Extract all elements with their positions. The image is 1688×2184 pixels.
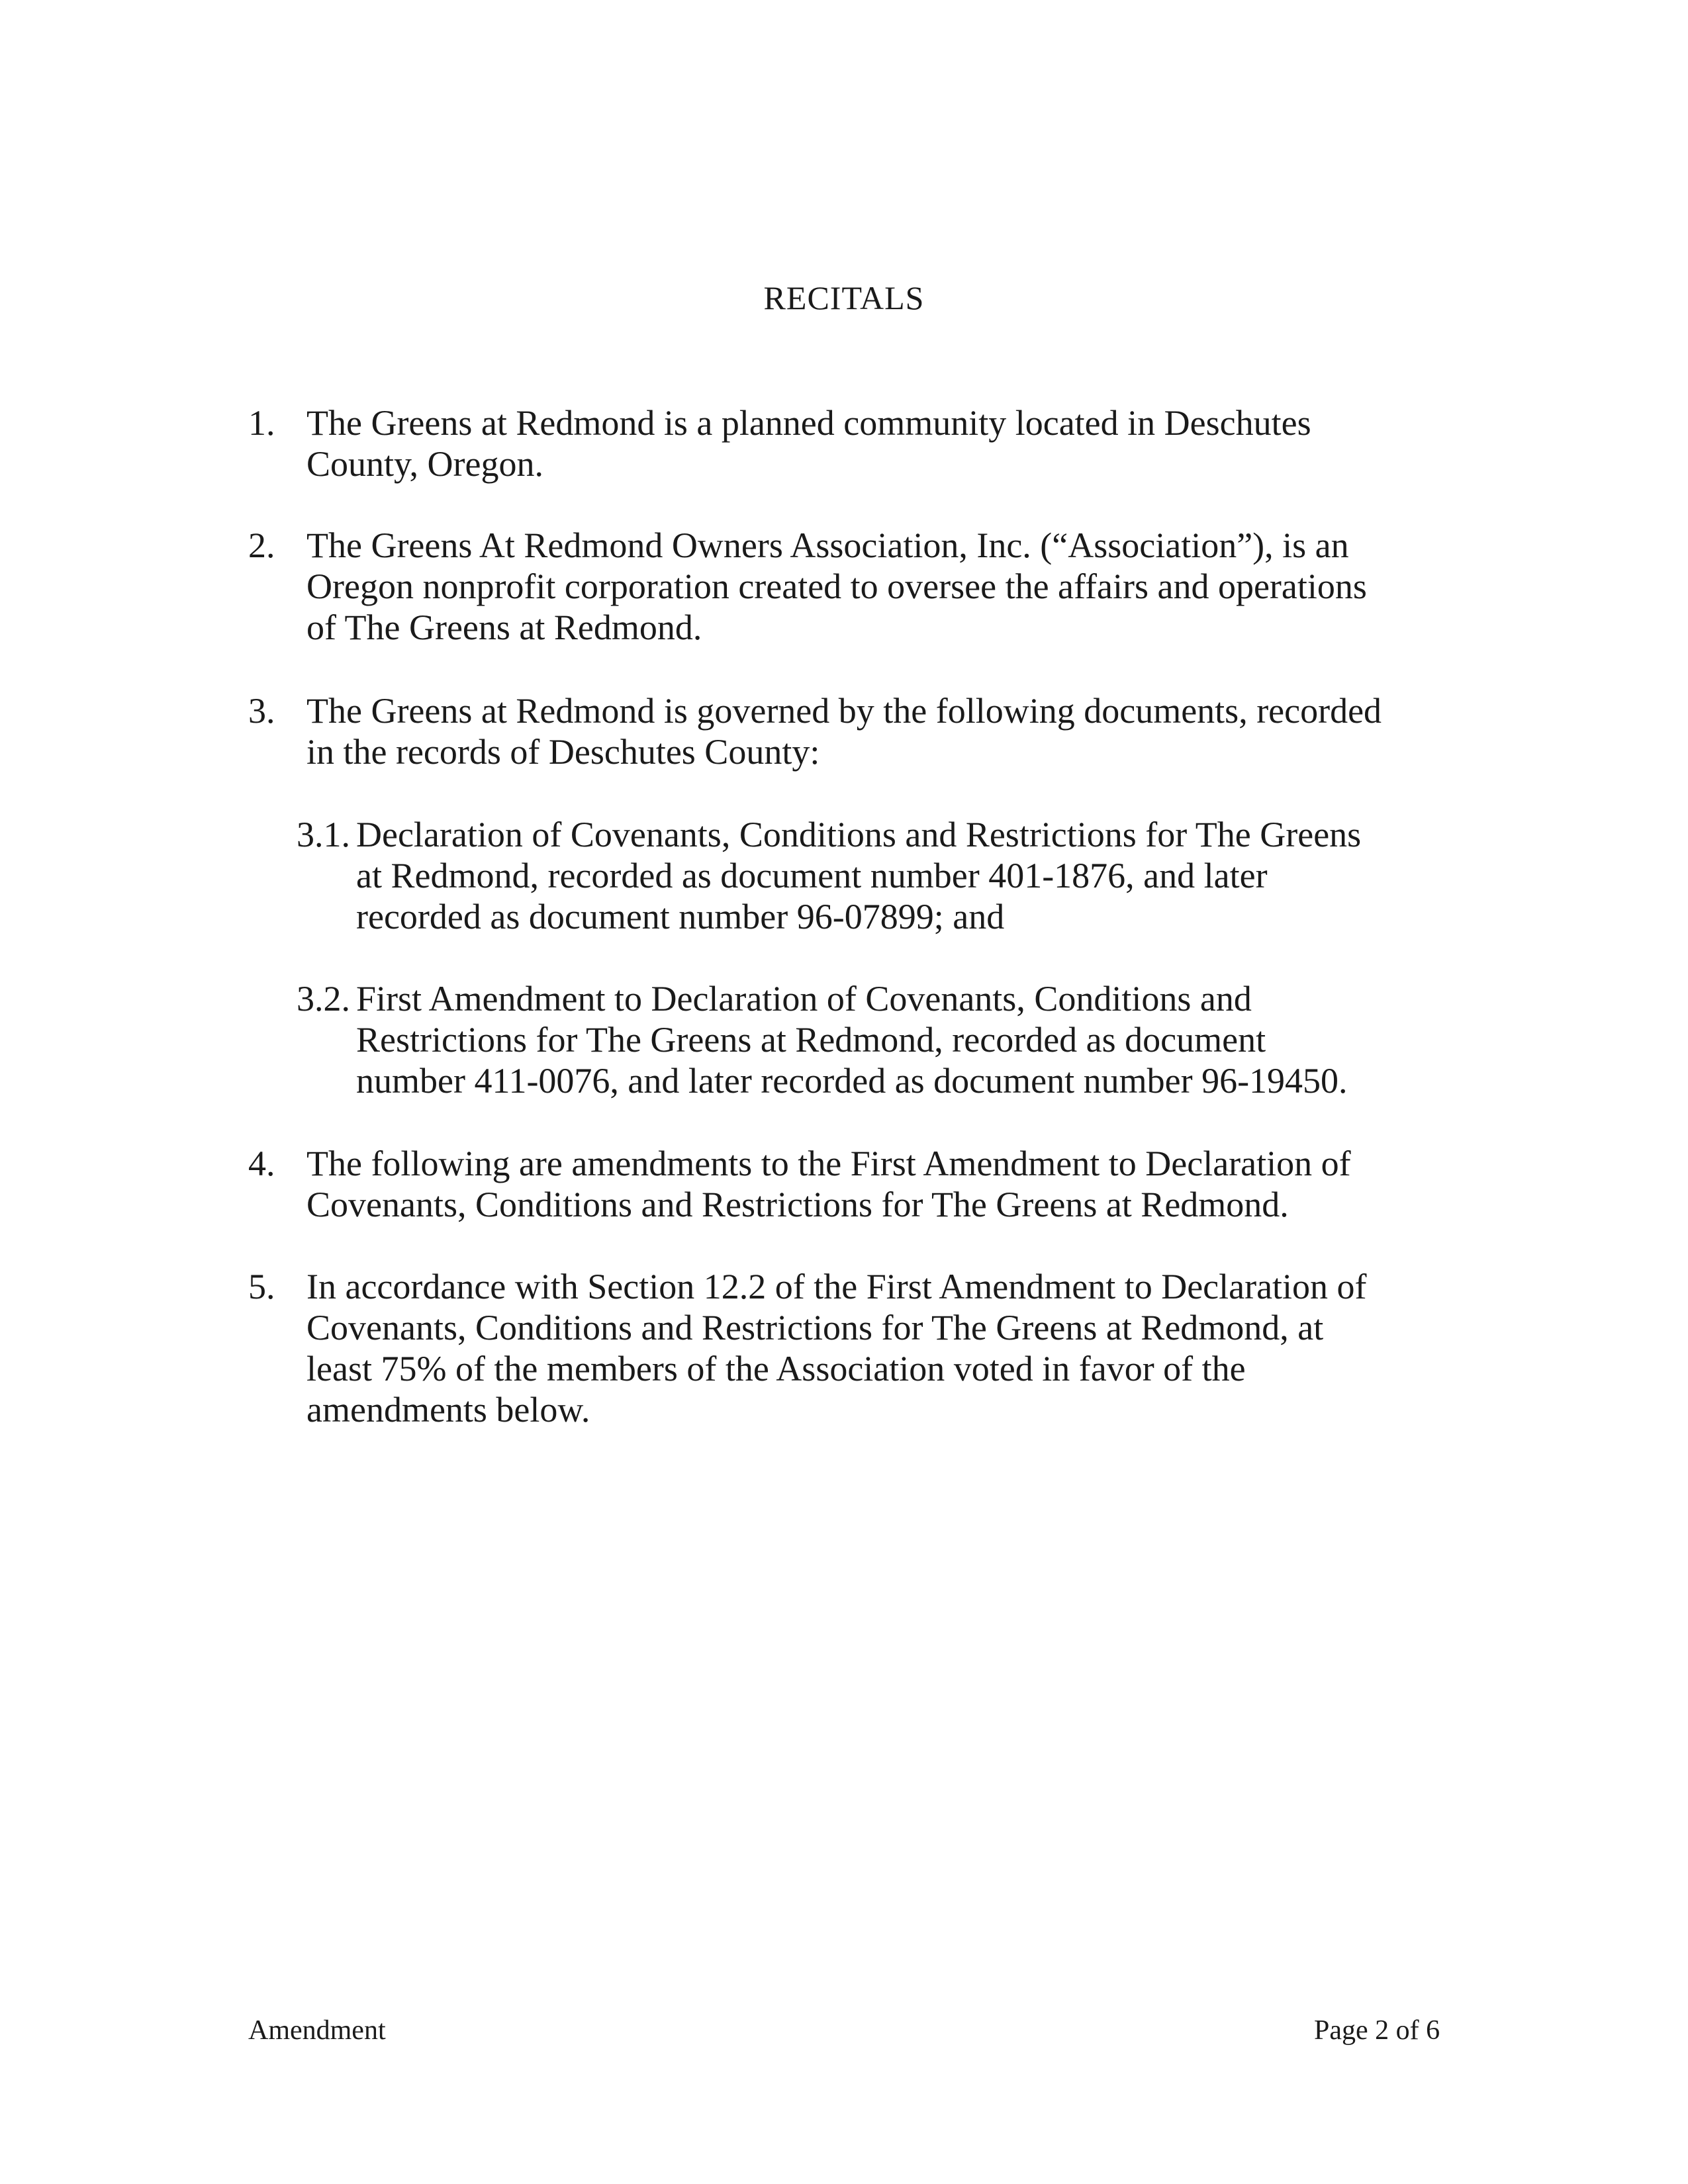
recital-text bbox=[306, 1143, 1351, 1225]
text-line: Restrictions for The Greens at Redmond, recorded as document bbox=[356, 1020, 1266, 1060]
recital-number: 3.2. bbox=[297, 979, 350, 1019]
text-line: The Greens at Redmond is governed by the following documents, recorded bbox=[306, 691, 1382, 731]
recital-text bbox=[356, 978, 1348, 1101]
text-line: Oregon nonprofit corporation created to oversee the affairs and operations bbox=[306, 567, 1367, 606]
text-line: of The Greens at Redmond. bbox=[306, 608, 702, 647]
recital-text bbox=[356, 814, 1361, 937]
text-line: Covenants, Conditions and Restrictions for The Greens at Redmond. bbox=[306, 1185, 1289, 1224]
text-line: amendments below. bbox=[306, 1390, 590, 1430]
text-line: in the records of Deschutes County: bbox=[306, 732, 820, 772]
text-line: The Greens at Redmond is a planned community located in Deschutes bbox=[306, 403, 1311, 443]
recital-number: 3.1. bbox=[297, 815, 350, 854]
recital-text bbox=[306, 402, 1311, 484]
recital-number: 2. bbox=[248, 525, 275, 565]
text-line: Covenants, Conditions and Restrictions for The Greens at Redmond, at bbox=[306, 1308, 1324, 1347]
text-line: recorded as document number 96-07899; and bbox=[356, 897, 1005, 936]
text-line: In accordance with Section 12.2 of the First Amendment to Declaration of bbox=[306, 1267, 1367, 1306]
text-line: First Amendment to Declaration of Covenants, Conditions and bbox=[356, 979, 1252, 1019]
text-line: County, Oregon. bbox=[306, 444, 543, 484]
recital-number: 5. bbox=[248, 1267, 275, 1306]
text-line: Declaration of Covenants, Conditions and Restrictions for The Greens bbox=[356, 815, 1362, 854]
text-line: least 75% of the members of the Association voted in favor of the bbox=[306, 1349, 1246, 1388]
recital-number: 1. bbox=[248, 403, 275, 443]
footer-page-number: Page 2 of 6 bbox=[1314, 2015, 1440, 2046]
recital-number: 3. bbox=[248, 691, 275, 731]
text-line: at Redmond, recorded as document number 401-1876, and later bbox=[356, 856, 1268, 895]
recital-text bbox=[306, 525, 1367, 648]
footer-document-label: Amendment bbox=[248, 2015, 386, 2046]
text-line: The Greens At Redmond Owners Association, Inc. (“Association”), is an bbox=[306, 525, 1349, 565]
recital-text bbox=[306, 690, 1382, 772]
text-line: The following are amendments to the First Amendment to Declaration of bbox=[306, 1144, 1351, 1183]
text-line: number 411-0076, and later recorded as document number 96-19450. bbox=[356, 1061, 1348, 1101]
page-heading: RECITALS bbox=[763, 279, 925, 316]
recital-number: 4. bbox=[248, 1144, 275, 1183]
recital-text bbox=[306, 1266, 1367, 1430]
